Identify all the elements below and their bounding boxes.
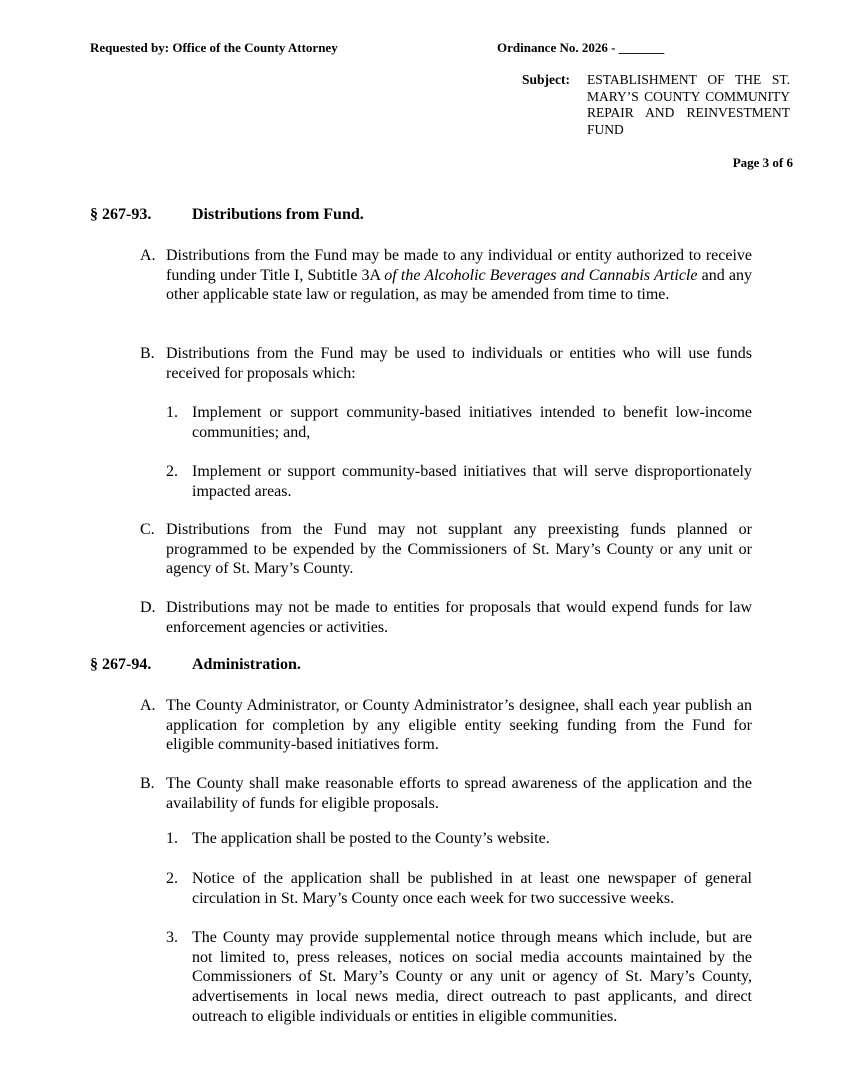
section-title: Distributions from Fund.: [192, 206, 364, 223]
section-number: § 267-94.: [90, 656, 152, 673]
item-label: 3.: [166, 929, 178, 946]
item-text: Distributions may not be made to entities for proposals that would expend funds for law enforcement agencies or activities.: [166, 599, 752, 636]
item-label: B.: [140, 345, 155, 362]
item-text-italic: of the Alcoholic Beverages and Cannabis Article: [384, 266, 698, 284]
item-label: B.: [140, 775, 155, 792]
section-heading: [90, 206, 364, 224]
item-text: [166, 246, 752, 305]
item-text-part: and any other applicable state law or regulation, as may be amended from time to time.: [166, 266, 753, 304]
item-text: The application shall be posted to the County’s website.: [192, 830, 550, 847]
subject-label: Subject:: [522, 72, 570, 87]
page-number: Page 3 of 6: [732, 155, 793, 170]
item-text: The County may provide supplemental notice through means which include, but are not limited to, press releases, notices on social media accounts maintained by the Commissioners of St. Mary’s County or any unit or agency of St. Mary’s County, advertisements in local news media, direct outreach to past applicants, and direct outreach to eligible individuals or entities in eligible communities.: [192, 929, 752, 1025]
item-label: A.: [140, 247, 156, 264]
item-text: Distributions from the Fund may be used to individuals or entities who will use funds received for proposals which:: [166, 345, 752, 382]
item-text: Implement or support community-based initiatives that will serve disproportionately impacted areas.: [192, 463, 752, 500]
section-title: Administration.: [192, 656, 301, 673]
item-label: A.: [140, 697, 156, 714]
section-number: § 267-93.: [90, 206, 152, 223]
item-text: Distributions from the Fund may not supplant any preexisting funds planned or programmed to be expended by the Commissioners of St. Mary’s County or any unit or agency of St. Mary’s County.: [166, 521, 752, 578]
item-label: 1.: [166, 830, 178, 847]
section-heading: [90, 656, 301, 674]
item-text-part: Distributions from the Fund may be made to any individual or entity authorized to receive funding under Title I, Subtitle 3A: [166, 247, 752, 284]
item-text: Implement or support community-based initiatives intended to benefit low-income communities; and,: [192, 404, 752, 441]
ordinance-number: Ordinance No. 2026 - _______: [497, 40, 665, 55]
item-text: The County shall make reasonable efforts to spread awareness of the application and the availability of funds for eligible proposals.: [166, 775, 752, 812]
item-label: C.: [140, 521, 155, 538]
item-text: Notice of the application shall be published in at least one newspaper of general circulation in St. Mary’s County once each week for two successive weeks.: [192, 870, 752, 907]
requested-by: Requested by: Office of the County Attorney: [90, 40, 338, 55]
item-text: The County Administrator, or County Administrator’s designee, shall each year publish an application for completion by any eligible entity seeking funding from the Fund for eligible community-based initiatives form.: [166, 697, 752, 754]
subject-text: ESTABLISHMENT OF THE ST. MARY’S COUNTY COMMUNITY REPAIR AND REINVESTMENT FUND: [587, 72, 790, 137]
item-label: 1.: [166, 404, 178, 421]
item-label: 2.: [166, 870, 178, 887]
item-label: 2.: [166, 463, 178, 480]
item-label: D.: [140, 599, 156, 616]
